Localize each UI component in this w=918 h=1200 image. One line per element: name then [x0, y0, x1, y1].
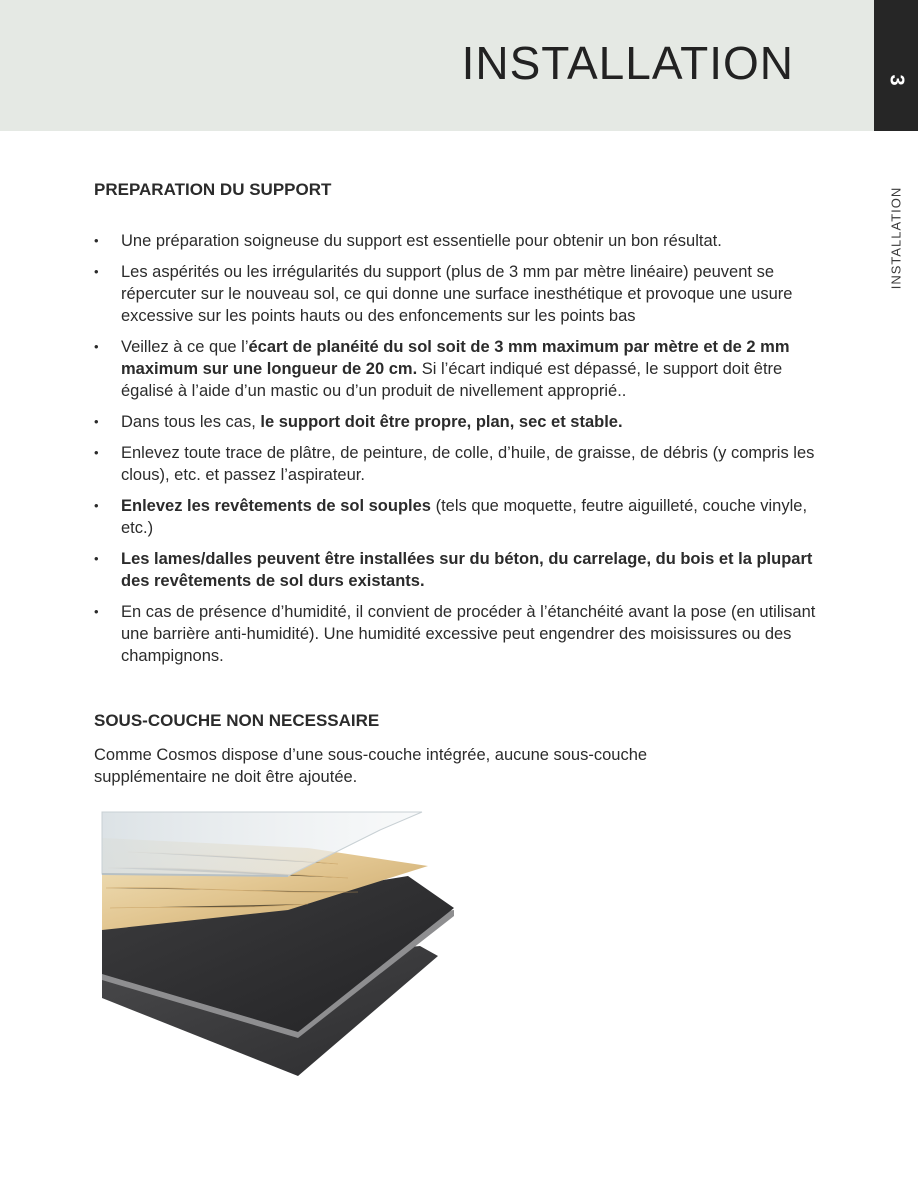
preparation-list [94, 230, 824, 667]
list-item: • Les aspérités ou les irrégularités du support (plus de 3 mm par mètre linéaire) peuvent se répercuter sur le nouveau sol, ce qui donne une surface inesthétique et provoque une usure excessive sur les points hauts ou des enfoncements sur les points bas [94, 261, 824, 327]
floor-layers-svg [98, 808, 458, 1080]
list-item: • Une préparation soigneuse du support est essentielle pour obtenir un bon résultat. [94, 230, 824, 252]
chapter-number: 3 [885, 74, 908, 86]
floor-layers-illustration [98, 808, 458, 1080]
chapter-tab [874, 0, 918, 131]
list-item: • Les lames/dalles peuvent être installées sur du béton, du carrelage, du bois et la plupart des revêtements de sol durs existants. [94, 548, 824, 592]
list-item: • En cas de présence d’humidité, il convient de procéder à l’étanchéité avant la pose (en utilisant une barrière anti-humidité). Une humidité excessive peut engendrer des moisissures ou des champignons. [94, 601, 824, 667]
list-item: • Veillez à ce que l’écart de planéité du sol soit de 3 mm maximum par mètre et de 2 mm maximum sur une longueur de 20 cm. Si l’écart indiqué est dépassé, le support doit être égalisé à l’aide d’un mastic ou d’un produit de nivellement approprié.. [94, 336, 824, 402]
side-section-label: INSTALLATION [888, 186, 904, 290]
list-item: • Enlevez les revêtements de sol souples (tels que moquette, feutre aiguilleté, couche vinyle, etc.) [94, 495, 824, 539]
section-heading-underlay: SOUS-COUCHE NON NECESSAIRE [94, 711, 380, 730]
list-item: • Enlevez toute trace de plâtre, de peinture, de colle, d’huile, de graisse, de débris (y compris les clous), etc. et passez l’aspirateur. [94, 442, 824, 486]
section-heading-preparation: PREPARATION DU SUPPORT [94, 180, 332, 199]
content [94, 180, 824, 788]
underlay-paragraph: Comme Cosmos dispose d’une sous-couche intégrée, aucune sous-couche supplémentaire ne doit être ajoutée. [94, 746, 648, 786]
list-item: • Dans tous les cas, le support doit être propre, plan, sec et stable. [94, 411, 824, 433]
header-band [0, 0, 874, 131]
page-title: INSTALLATION [461, 37, 794, 89]
